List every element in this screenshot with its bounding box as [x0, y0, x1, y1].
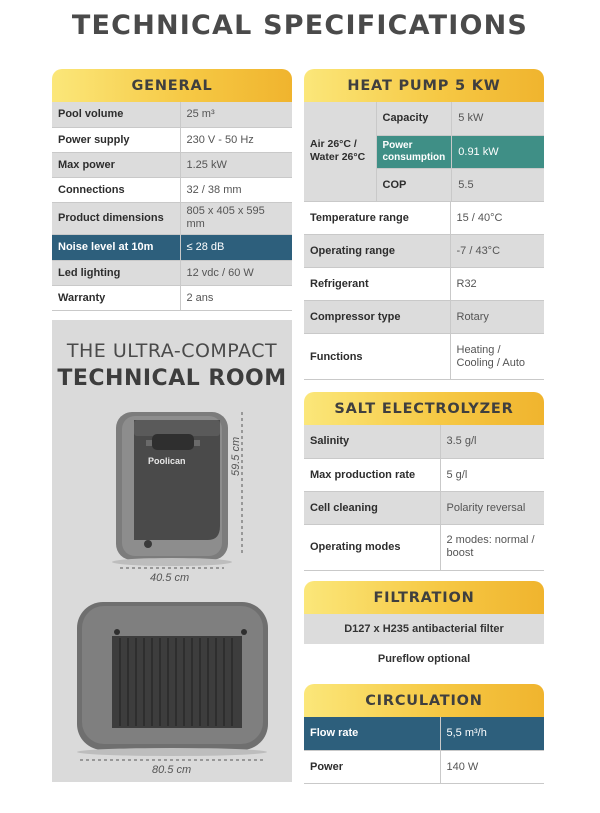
spec-value: Rotary [450, 301, 544, 334]
spec-value: 3.5 g/l [440, 425, 544, 458]
spec-value: -7 / 43°C [450, 235, 544, 268]
spec-key: Functions [304, 334, 450, 380]
spec-value: 25 m³ [180, 102, 292, 127]
spec-key: Product dimensions [52, 202, 180, 234]
compact-title-line2: TECHNICAL ROOM [57, 366, 287, 391]
table-row [304, 425, 544, 458]
page-title: TECHNICAL SPECIFICATIONS [71, 10, 529, 41]
spec-key: Cell cleaning [304, 491, 440, 524]
spec-value: 0.91 kW [452, 135, 544, 168]
spec-key: Connections [52, 177, 180, 202]
table-row [304, 491, 544, 524]
spec-key: Operating modes [304, 524, 440, 570]
spec-value: 2 ans [180, 285, 292, 310]
circulation-panel [304, 684, 544, 784]
spec-value: 2 modes: normal / boost [440, 524, 544, 570]
general-table [52, 102, 292, 311]
table-row [52, 260, 292, 285]
table-row [52, 285, 292, 310]
spec-value: 140 W [440, 750, 544, 783]
table-row [52, 152, 292, 177]
spec-key: Power consumption [376, 135, 452, 168]
table-row [52, 102, 292, 127]
table-row [304, 750, 544, 783]
filtration-panel [304, 581, 544, 674]
spec-key: Temperature range [304, 202, 450, 235]
spec-value: 1.25 kW [180, 152, 292, 177]
spec-value: 32 / 38 mm [180, 177, 292, 202]
spec-value: 5,5 m³/h [440, 717, 544, 750]
spec-value: Heating / Cooling / Auto [450, 334, 544, 380]
table-row [304, 202, 544, 235]
table-row [304, 102, 544, 135]
spec-value: ≤ 28 dB [180, 234, 292, 260]
dimension-length: 80.5 cm [152, 764, 192, 776]
spec-key: Power supply [52, 127, 180, 152]
spec-value: 12 vdc / 60 W [180, 260, 292, 285]
table-row-highlight [304, 717, 544, 750]
circulation-table [304, 717, 544, 784]
spec-value: 15 / 40°C [450, 202, 544, 235]
spec-key: Salinity [304, 425, 440, 458]
spec-value: 5 kW [452, 102, 544, 135]
table-row [304, 334, 544, 380]
spec-key: Max power [52, 152, 180, 177]
table-row [304, 301, 544, 334]
spec-key: COP [376, 168, 452, 201]
heat-pump-table [304, 102, 544, 202]
dimension-width: 40.5 cm [150, 572, 190, 584]
spec-key: Flow rate [304, 717, 440, 750]
heat-pump-panel [304, 69, 544, 380]
spec-value: R32 [450, 268, 544, 301]
spec-value: Polarity reversal [440, 491, 544, 524]
spec-key: Power [304, 750, 440, 783]
general-panel [52, 69, 292, 311]
filtration-line1: D127 x H235 antibacterial filter [304, 614, 544, 644]
spec-key: Pool volume [52, 102, 180, 127]
table-row [304, 268, 544, 301]
spec-key: Capacity [376, 102, 452, 135]
condition-label: Air 26°C / Water 26°C [304, 102, 376, 201]
filtration-line2: Pureflow optional [304, 644, 544, 674]
unit-front-illustration [52, 320, 292, 782]
spec-value: 5 g/l [440, 458, 544, 491]
general-header: GENERAL [52, 69, 292, 102]
brand-logo: Poolican [148, 456, 186, 466]
spec-key: Led lighting [52, 260, 180, 285]
spec-value: 5.5 [452, 168, 544, 201]
table-row [304, 524, 544, 570]
heat-pump-header: HEAT PUMP 5 KW [304, 69, 544, 102]
dimension-height: 59.5 cm [230, 436, 242, 476]
spec-key: Warranty [52, 285, 180, 310]
circulation-header: CIRCULATION [304, 684, 544, 717]
table-row [52, 127, 292, 152]
spec-key: Max production rate [304, 458, 440, 491]
compact-title-line1: THE ULTRA-COMPACT [66, 340, 278, 362]
table-row [304, 235, 544, 268]
spec-key: Noise level at 10m [52, 234, 180, 260]
spec-key: Refrigerant [304, 268, 450, 301]
spec-value: 230 V - 50 Hz [180, 127, 292, 152]
table-row-highlight [52, 234, 292, 260]
salt-table [304, 425, 544, 571]
table-row [304, 458, 544, 491]
salt-panel [304, 392, 544, 571]
table-row [52, 177, 292, 202]
table-row [52, 202, 292, 234]
salt-header: SALT ELECTROLYZER [304, 392, 544, 425]
heat-pump-table-2 [304, 202, 544, 381]
compact-illustration-panel [52, 320, 292, 782]
spec-key: Compressor type [304, 301, 450, 334]
spec-key: Operating range [304, 235, 450, 268]
filtration-header: FILTRATION [304, 581, 544, 614]
spec-value: 805 x 405 x 595 mm [180, 202, 292, 234]
